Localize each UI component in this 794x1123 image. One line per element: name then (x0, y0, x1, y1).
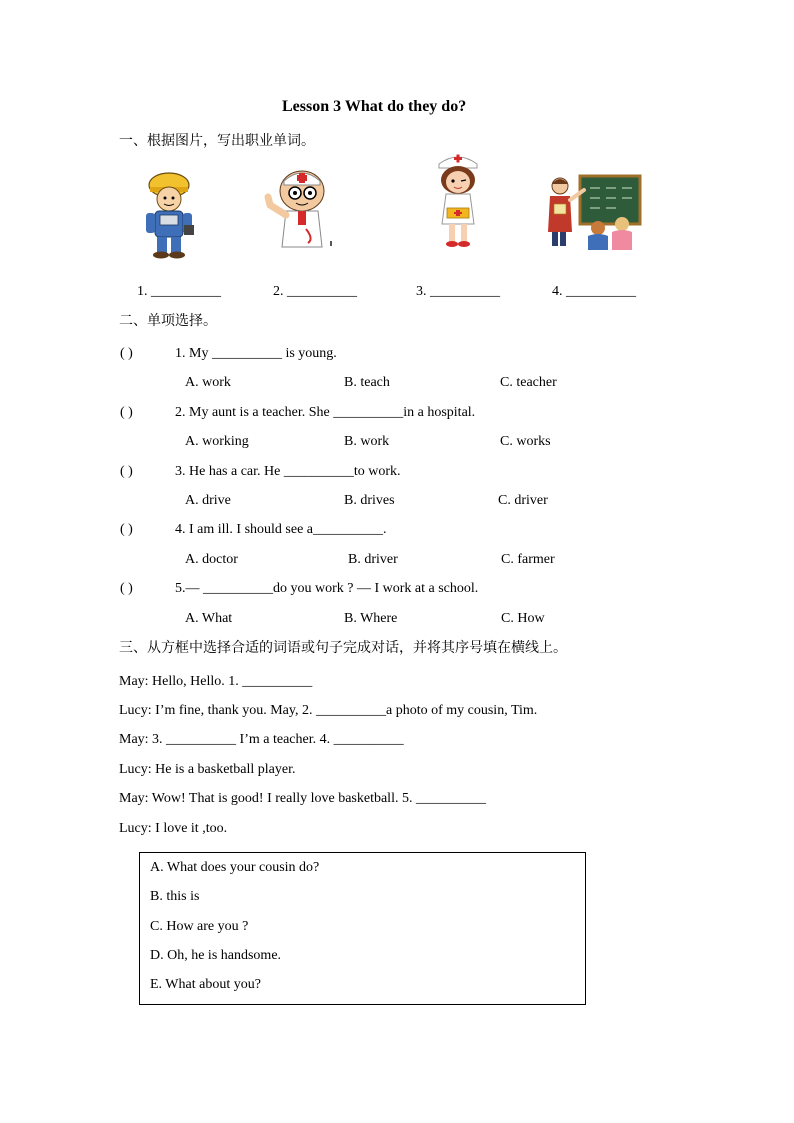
option-d: D. Oh, he is handsome. (150, 948, 282, 963)
page-title: Lesson 3 What do they do? (282, 98, 467, 115)
section1-heading: 一、根据图片，写出职业单词。 (119, 133, 315, 149)
question-5-stem: 5.— __________do you work ? — I work at a school. (175, 581, 479, 596)
question-1-stem: 1. My __________ is young. (175, 346, 337, 361)
question-4-option-a[interactable]: A. doctor (185, 552, 238, 567)
question-5-option-a[interactable]: A. What (185, 611, 233, 626)
option-b: B. this is (150, 889, 200, 904)
question-4-option-b[interactable]: B. driver (348, 552, 398, 567)
dialogue-line-2: Lucy: I’m fine, thank you. May, 2. __________a photo of my cousin, Tim. (119, 703, 538, 718)
question-3-option-c[interactable]: C. driver (498, 493, 548, 508)
dialogue-line-4: Lucy: He is a basketball player. (119, 762, 296, 777)
question-1-option-b[interactable]: B. teach (344, 375, 390, 390)
nurse-icon (433, 152, 483, 250)
option-c: C. How are you ? (150, 919, 249, 934)
option-e: E. What about you? (150, 977, 261, 992)
question-2-option-c[interactable]: C. works (500, 434, 551, 449)
question-5-option-c[interactable]: C. How (501, 611, 545, 626)
dialogue-line-3: May: 3. __________ I’m a teacher. 4. __________ (119, 732, 404, 747)
question-4-answer-paren[interactable]: ( ) (120, 522, 133, 537)
dialogue-line-5: May: Wow! That is good! I really love basketball. 5. __________ (119, 791, 486, 806)
teacher-icon (546, 174, 642, 252)
question-2-option-a[interactable]: A. working (185, 434, 249, 449)
question-4-stem: 4. I am ill. I should see a__________. (175, 522, 387, 537)
dialogue-line-6: Lucy: I love it ,too. (119, 821, 228, 836)
section2-heading: 二、单项选择。 (119, 313, 217, 329)
question-3-option-b[interactable]: B. drives (344, 493, 395, 508)
question-4-option-c[interactable]: C. farmer (501, 552, 555, 567)
question-3-answer-paren[interactable]: ( ) (120, 464, 133, 479)
question-2-answer-paren[interactable]: ( ) (120, 405, 133, 420)
question-1-answer-paren[interactable]: ( ) (120, 346, 133, 361)
question-3-stem: 3. He has a car. He __________to work. (175, 464, 401, 479)
question-2-option-b[interactable]: B. work (344, 434, 390, 449)
picture-blank-2[interactable]: 2. __________ (273, 284, 357, 299)
question-1-option-a[interactable]: A. work (185, 375, 231, 390)
question-1-option-c[interactable]: C. teacher (500, 375, 557, 390)
option-a: A. What does your cousin do? (150, 860, 320, 875)
picture-blank-4[interactable]: 4. __________ (552, 284, 636, 299)
question-5-option-b[interactable]: B. Where (344, 611, 398, 626)
section3-heading: 三、从方框中选择合适的词语或句子完成对话，并将其序号填在横线上。 (119, 640, 567, 656)
picture-blank-1[interactable]: 1. __________ (137, 284, 221, 299)
doctor-icon (262, 167, 338, 251)
picture-blank-3[interactable]: 3. __________ (416, 284, 500, 299)
dialogue-line-1: May: Hello, Hello. 1. __________ (119, 674, 313, 689)
question-5-answer-paren[interactable]: ( ) (120, 581, 133, 596)
worker-icon (138, 167, 200, 259)
question-3-option-a[interactable]: A. drive (185, 493, 231, 508)
question-2-stem: 2. My aunt is a teacher. She __________in a hospital. (175, 405, 476, 420)
